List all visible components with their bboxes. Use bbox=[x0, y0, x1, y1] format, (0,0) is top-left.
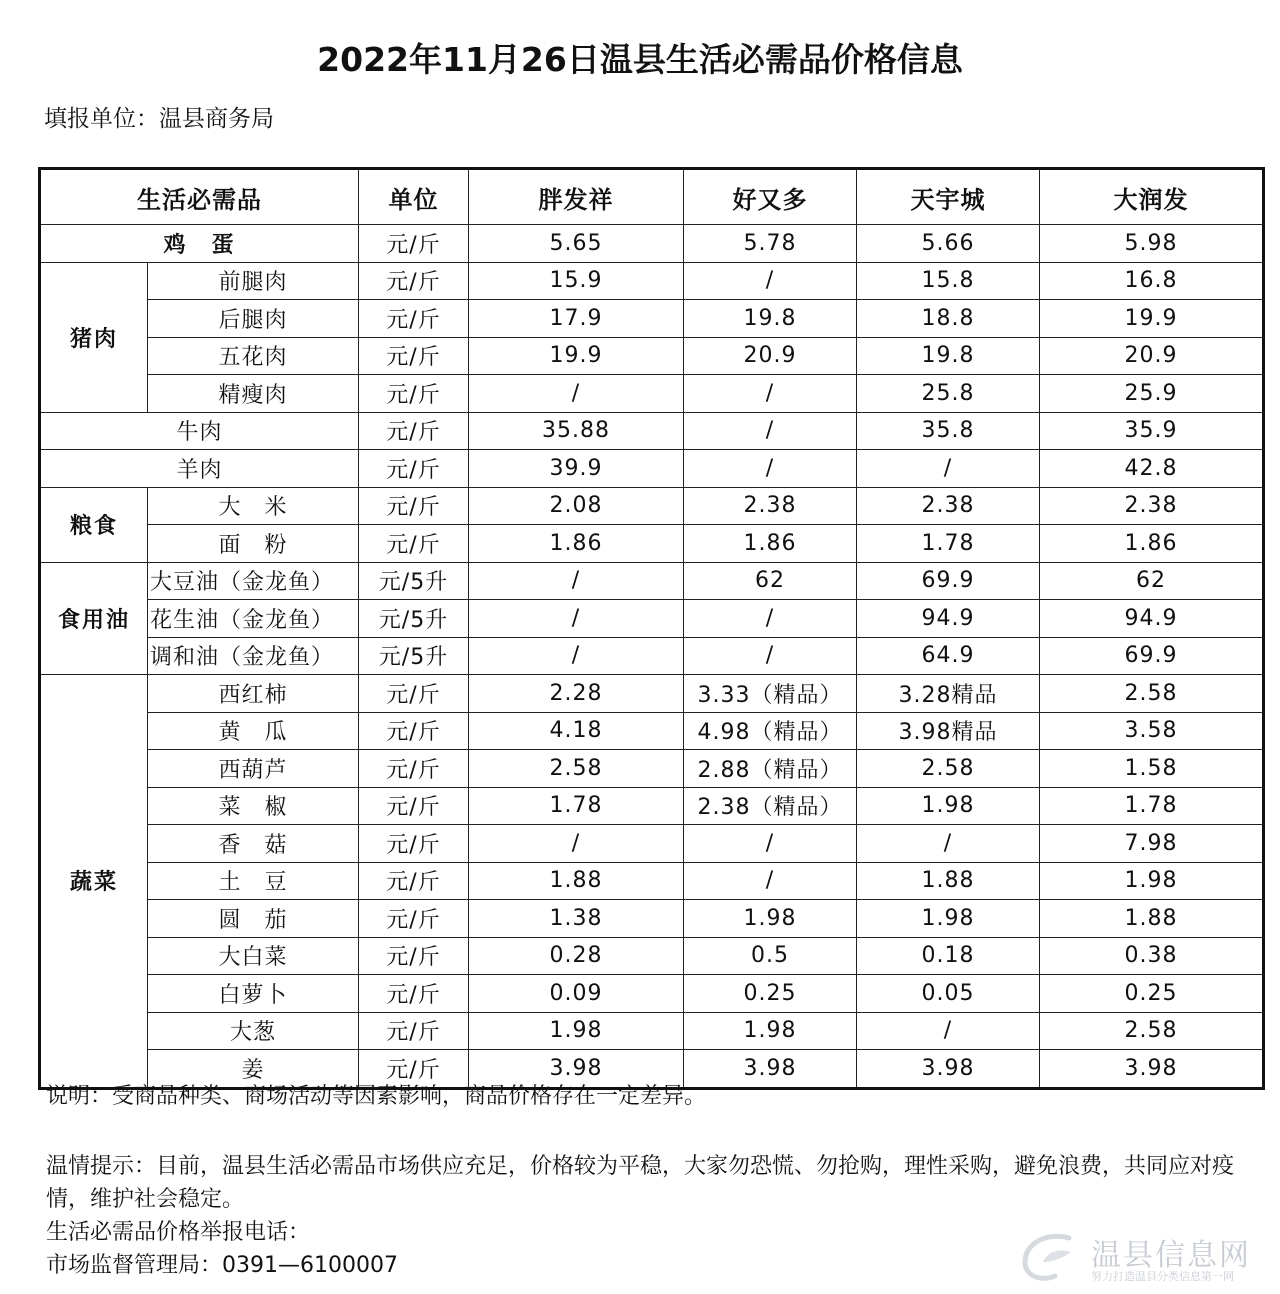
price-cell: 69.9 bbox=[1040, 637, 1264, 675]
item-name: 后腿肉 bbox=[148, 300, 359, 338]
price-cell: 15.8 bbox=[857, 262, 1040, 300]
unit-cell: 元/斤 bbox=[359, 900, 469, 938]
price-cell: 18.8 bbox=[857, 300, 1040, 338]
price-cell: / bbox=[469, 375, 684, 413]
price-cell: / bbox=[469, 825, 684, 863]
unit-cell: 元/5升 bbox=[359, 600, 469, 638]
price-cell: / bbox=[684, 862, 857, 900]
unit-cell: 元/斤 bbox=[359, 787, 469, 825]
table-header-row bbox=[40, 169, 1264, 225]
price-cell: 1.38 bbox=[469, 900, 684, 938]
price-cell: 2.58 bbox=[469, 750, 684, 788]
unit-cell: 元/斤 bbox=[359, 975, 469, 1013]
table-row bbox=[40, 637, 1264, 675]
price-cell: 42.8 bbox=[1040, 450, 1264, 488]
price-cell: 16.8 bbox=[1040, 262, 1264, 300]
table-row bbox=[40, 412, 1264, 450]
unit-cell: 元/斤 bbox=[359, 937, 469, 975]
item-name: 西葫芦 bbox=[148, 750, 359, 788]
unit-cell: 元/5升 bbox=[359, 562, 469, 600]
price-cell: / bbox=[469, 600, 684, 638]
watermark-subtitle: 努力打造温县分类信息第一网 bbox=[1091, 1270, 1234, 1283]
price-cell: 25.8 bbox=[857, 375, 1040, 413]
category-cell: 食用油 bbox=[40, 562, 148, 675]
unit-cell: 元/斤 bbox=[359, 825, 469, 863]
hotline-number: 市场监督管理局：0391—6100007 bbox=[46, 1253, 398, 1278]
item-name: 大白菜 bbox=[148, 937, 359, 975]
price-cell: 3.98 bbox=[857, 1050, 1040, 1089]
price-cell: 17.9 bbox=[469, 300, 684, 338]
price-cell: 3.98 bbox=[1040, 1050, 1264, 1089]
category-cell: 蔬菜 bbox=[40, 675, 148, 1089]
header-store-2: 好又多 bbox=[684, 169, 857, 225]
price-cell: 1.98 bbox=[469, 1012, 684, 1050]
price-cell: 1.86 bbox=[684, 525, 857, 563]
price-cell: / bbox=[684, 412, 857, 450]
explanation-note: 说明：受商品种类、商场活动等因素影响，商品价格存在一定差异。 bbox=[46, 1084, 707, 1109]
price-cell: / bbox=[469, 637, 684, 675]
unit-cell: 元/斤 bbox=[359, 675, 469, 713]
table-row bbox=[40, 262, 1264, 300]
unit-cell: 元/5升 bbox=[359, 637, 469, 675]
price-cell: 1.88 bbox=[1040, 900, 1264, 938]
table-row bbox=[40, 300, 1264, 338]
price-cell: / bbox=[684, 375, 857, 413]
price-cell: 1.78 bbox=[857, 525, 1040, 563]
price-cell: 35.8 bbox=[857, 412, 1040, 450]
price-cell: 20.9 bbox=[1040, 337, 1264, 375]
table-row bbox=[40, 562, 1264, 600]
item-name: 大葱 bbox=[148, 1012, 359, 1050]
price-cell: 1.78 bbox=[1040, 787, 1264, 825]
item-name: 西红柿 bbox=[148, 675, 359, 713]
price-cell: 5.98 bbox=[1040, 225, 1264, 263]
price-cell: 0.38 bbox=[1040, 937, 1264, 975]
price-cell: 1.58 bbox=[1040, 750, 1264, 788]
price-cell: 3.98精品 bbox=[857, 712, 1040, 750]
price-cell: / bbox=[684, 600, 857, 638]
price-cell: / bbox=[857, 1012, 1040, 1050]
item-name: 土 豆 bbox=[148, 862, 359, 900]
price-cell: 2.58 bbox=[1040, 1012, 1264, 1050]
price-cell: 35.88 bbox=[469, 412, 684, 450]
price-cell: 2.38 bbox=[684, 487, 857, 525]
price-cell: 7.98 bbox=[1040, 825, 1264, 863]
unit-cell: 元/斤 bbox=[359, 375, 469, 413]
price-cell: 94.9 bbox=[1040, 600, 1264, 638]
item-name: 姜 bbox=[148, 1050, 359, 1089]
price-cell: 1.98 bbox=[857, 787, 1040, 825]
table-row bbox=[40, 862, 1264, 900]
site-logo-icon bbox=[1019, 1232, 1081, 1282]
unit-cell: 元/斤 bbox=[359, 300, 469, 338]
item-name: 前腿肉 bbox=[148, 262, 359, 300]
table-row bbox=[40, 450, 1264, 488]
item-name: 精瘦肉 bbox=[148, 375, 359, 413]
price-cell: 1.98 bbox=[1040, 862, 1264, 900]
price-cell: 19.8 bbox=[857, 337, 1040, 375]
price-cell: 2.38（精品） bbox=[684, 787, 857, 825]
price-cell: 0.05 bbox=[857, 975, 1040, 1013]
unit-cell: 元/斤 bbox=[359, 1050, 469, 1089]
item-name: 菜 椒 bbox=[148, 787, 359, 825]
price-cell: 1.98 bbox=[684, 1012, 857, 1050]
header-unit: 单位 bbox=[359, 169, 469, 225]
price-cell: 3.33（精品） bbox=[684, 675, 857, 713]
price-cell: / bbox=[857, 450, 1040, 488]
table-row bbox=[40, 750, 1264, 788]
price-cell: 5.65 bbox=[469, 225, 684, 263]
price-cell: 64.9 bbox=[857, 637, 1040, 675]
unit-cell: 元/斤 bbox=[359, 337, 469, 375]
tip-text: 温情提示：目前，温县生活必需品市场供应充足，价格较为平稳，大家勿恐慌、勿抢购，理性采购，避免浪费，共同应对疫情，维护社会稳定。 bbox=[46, 1154, 1235, 1212]
price-cell: 1.98 bbox=[684, 900, 857, 938]
price-cell: 3.98 bbox=[469, 1050, 684, 1089]
price-cell: 69.9 bbox=[857, 562, 1040, 600]
price-cell: 1.78 bbox=[469, 787, 684, 825]
price-cell: 3.98 bbox=[684, 1050, 857, 1089]
unit-cell: 元/斤 bbox=[359, 750, 469, 788]
price-cell: 3.58 bbox=[1040, 712, 1264, 750]
price-cell: 2.58 bbox=[857, 750, 1040, 788]
price-cell: 19.9 bbox=[469, 337, 684, 375]
table-row bbox=[40, 1012, 1264, 1050]
price-cell: 1.98 bbox=[857, 900, 1040, 938]
header-item: 生活必需品 bbox=[40, 169, 359, 225]
price-cell: 5.78 bbox=[684, 225, 857, 263]
watermark-title: 温县信息网 bbox=[1091, 1238, 1251, 1273]
price-cell: 1.86 bbox=[1040, 525, 1264, 563]
price-cell: 2.38 bbox=[1040, 487, 1264, 525]
price-cell: 0.5 bbox=[684, 937, 857, 975]
table-row bbox=[40, 525, 1264, 563]
price-cell: 20.9 bbox=[684, 337, 857, 375]
table-row bbox=[40, 975, 1264, 1013]
price-cell: 94.9 bbox=[857, 600, 1040, 638]
category-cell: 猪肉 bbox=[40, 262, 148, 412]
table-row bbox=[40, 487, 1264, 525]
price-cell: 0.25 bbox=[1040, 975, 1264, 1013]
unit-cell: 元/斤 bbox=[359, 225, 469, 263]
price-cell: / bbox=[684, 450, 857, 488]
table-row bbox=[40, 600, 1264, 638]
price-cell: 2.38 bbox=[857, 487, 1040, 525]
price-cell: 2.88（精品） bbox=[684, 750, 857, 788]
price-cell: 1.88 bbox=[469, 862, 684, 900]
item-name: 鸡 蛋 bbox=[40, 225, 359, 263]
unit-cell: 元/斤 bbox=[359, 862, 469, 900]
unit-cell: 元/斤 bbox=[359, 450, 469, 488]
item-name: 圆 茄 bbox=[148, 900, 359, 938]
header-store-1: 胖发祥 bbox=[469, 169, 684, 225]
unit-cell: 元/斤 bbox=[359, 1012, 469, 1050]
table-row bbox=[40, 825, 1264, 863]
header-store-4: 大润发 bbox=[1040, 169, 1264, 225]
item-name: 香 菇 bbox=[148, 825, 359, 863]
table-row bbox=[40, 225, 1264, 263]
price-cell: 0.18 bbox=[857, 937, 1040, 975]
item-name: 调和油（金龙鱼） bbox=[148, 637, 359, 675]
price-cell: 2.08 bbox=[469, 487, 684, 525]
hotline-label: 生活必需品价格举报电话： bbox=[46, 1220, 311, 1245]
item-name: 白萝卜 bbox=[148, 975, 359, 1013]
price-cell: 1.88 bbox=[857, 862, 1040, 900]
item-name: 花生油（金龙鱼） bbox=[148, 600, 359, 638]
page-title: 2022年11月26日温县生活必需品价格信息 bbox=[317, 40, 963, 79]
price-cell: 62 bbox=[1040, 562, 1264, 600]
price-cell: / bbox=[684, 637, 857, 675]
price-cell: 15.9 bbox=[469, 262, 684, 300]
price-cell: 2.28 bbox=[469, 675, 684, 713]
price-cell: 5.66 bbox=[857, 225, 1040, 263]
table-row bbox=[40, 337, 1264, 375]
unit-cell: 元/斤 bbox=[359, 412, 469, 450]
item-name: 黄 瓜 bbox=[148, 712, 359, 750]
item-name: 牛肉 bbox=[40, 412, 359, 450]
table-row bbox=[40, 787, 1264, 825]
table-row bbox=[40, 937, 1264, 975]
unit-cell: 元/斤 bbox=[359, 525, 469, 563]
price-cell: 0.28 bbox=[469, 937, 684, 975]
price-cell: 2.58 bbox=[1040, 675, 1264, 713]
category-cell: 粮食 bbox=[40, 487, 148, 562]
unit-cell: 元/斤 bbox=[359, 487, 469, 525]
price-cell: 3.28精品 bbox=[857, 675, 1040, 713]
header-store-3: 天宇城 bbox=[857, 169, 1040, 225]
price-cell: 4.98（精品） bbox=[684, 712, 857, 750]
item-name: 大 米 bbox=[148, 487, 359, 525]
table-row bbox=[40, 675, 1264, 713]
price-table bbox=[38, 167, 1265, 1090]
price-cell: / bbox=[684, 262, 857, 300]
price-cell: / bbox=[684, 825, 857, 863]
watermark bbox=[1019, 1228, 1264, 1286]
item-name: 大豆油（金龙鱼） bbox=[148, 562, 359, 600]
price-cell: 4.18 bbox=[469, 712, 684, 750]
price-cell: 35.9 bbox=[1040, 412, 1264, 450]
price-cell: 1.86 bbox=[469, 525, 684, 563]
price-cell: 62 bbox=[684, 562, 857, 600]
price-cell: 19.9 bbox=[1040, 300, 1264, 338]
reporting-unit: 填报单位：温县商务局 bbox=[44, 106, 274, 132]
table-row bbox=[40, 375, 1264, 413]
unit-cell: 元/斤 bbox=[359, 712, 469, 750]
table-row bbox=[40, 712, 1264, 750]
price-cell: 19.8 bbox=[684, 300, 857, 338]
price-cell: 25.9 bbox=[1040, 375, 1264, 413]
price-cell: 0.25 bbox=[684, 975, 857, 1013]
unit-cell: 元/斤 bbox=[359, 262, 469, 300]
item-name: 羊肉 bbox=[40, 450, 359, 488]
price-cell: / bbox=[857, 825, 1040, 863]
price-cell: 0.09 bbox=[469, 975, 684, 1013]
price-cell: 39.9 bbox=[469, 450, 684, 488]
table-row bbox=[40, 900, 1264, 938]
item-name: 面 粉 bbox=[148, 525, 359, 563]
price-cell: / bbox=[469, 562, 684, 600]
item-name: 五花肉 bbox=[148, 337, 359, 375]
